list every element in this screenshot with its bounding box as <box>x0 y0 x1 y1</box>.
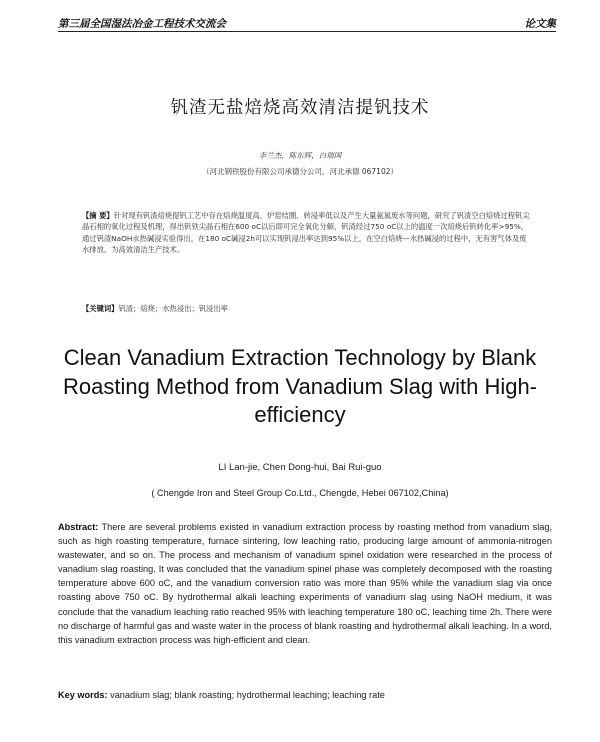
chinese-title: 钒渣无盐焙烧高效清洁提钒技术 <box>170 98 430 118</box>
chinese-keywords <box>82 304 530 314</box>
english-affiliation: ( Chengde Iron and Steel Group Co.Ltd., Chengde, Hebei 067102,China) <box>151 488 449 498</box>
english-title-line-1: Clean Vanadium Extraction Technology by Blank <box>63 345 537 370</box>
header-divider <box>58 31 556 32</box>
english-title-line-3: efficiency <box>254 402 346 427</box>
conference-name: 第三届全国湿法冶金工程技术交流会 <box>58 18 226 30</box>
chinese-keywords-text: 钒渣；焙烧；水热浸出；钒浸出率 <box>118 304 228 313</box>
english-title <box>40 344 560 430</box>
english-authors: LI Lan-jie, Chen Dong-hui, Bai Rui-guo <box>218 462 382 473</box>
chinese-affiliation: （河北钢铁股份有限公司承德分公司，河北承德 067102） <box>201 167 398 176</box>
chinese-abstract <box>82 210 530 256</box>
running-header <box>58 16 556 32</box>
english-keywords <box>58 690 552 700</box>
chinese-authors: 李兰杰，陈东辉，白瑞国 <box>258 151 342 160</box>
chinese-abstract-label: 【摘 要】 <box>82 211 114 220</box>
english-abstract <box>58 520 552 647</box>
chinese-abstract-text: 针对现有钒渣焙烧提钒工艺中存在焙烧温度高、炉窑结圈、转浸率低以及产生大量氨氮废水等问题，研究了钒渣空白焙烧过程钒尖晶石相的氧化过程及机理，得出钒铁尖晶石相在600 oC以后即可完全氧化分解，钒渣经过750 oC以上的温度一次焙烧后钒转化率>95%，通过钒渣NaOH水热碱浸实验得出，在180 oC碱浸2h可以实现钒浸出率达到95%以上，在空白焙烧—水热碱浸的过程中，无有害气体及废水排放，为高效清洁生产技术。 <box>82 211 530 255</box>
english-abstract-text: There are several problems existed in vanadium extraction process by roasting method from vanadium slag, such as high roasting temperature, furnace sintering, low leaching ratio, producing large amount of ammonia-nitrogen wastewater, and so on. The process and mechanism of vanadium spinel oxidation were researched in the process of vanadium slag roasting. It was concluded that the vanadium spinel phase was completely decomposed with the roasting temperature above 600 oC, and the vanadium conversion ratio was more than 95% while the vanadium slag via once roasting above 750 oC. By hydrothermal alkali leaching experiments of vanadium slag using NaOH medium, it was conclude that the vanadium leaching ratio reached 95% with leaching temperature 180 oC, leaching time 2h. There were no discharge of harmful gas and waste water in the process of blank roasting and hydrothermal alkali leaching. In a word, this vanadium extraction process was high-efficient and clean. <box>58 522 553 645</box>
proceedings-label: 论文集 <box>524 18 556 30</box>
english-keywords-text: vanadium slag; blank roasting; hydrothermal leaching; leaching rate <box>110 690 385 700</box>
english-keywords-label: Key words: <box>58 690 108 700</box>
english-title-line-2: Roasting Method from Vanadium Slag with High- <box>62 373 538 399</box>
english-abstract-label: Abstract: <box>58 522 99 532</box>
chinese-keywords-label: 【关键词】 <box>82 304 119 313</box>
